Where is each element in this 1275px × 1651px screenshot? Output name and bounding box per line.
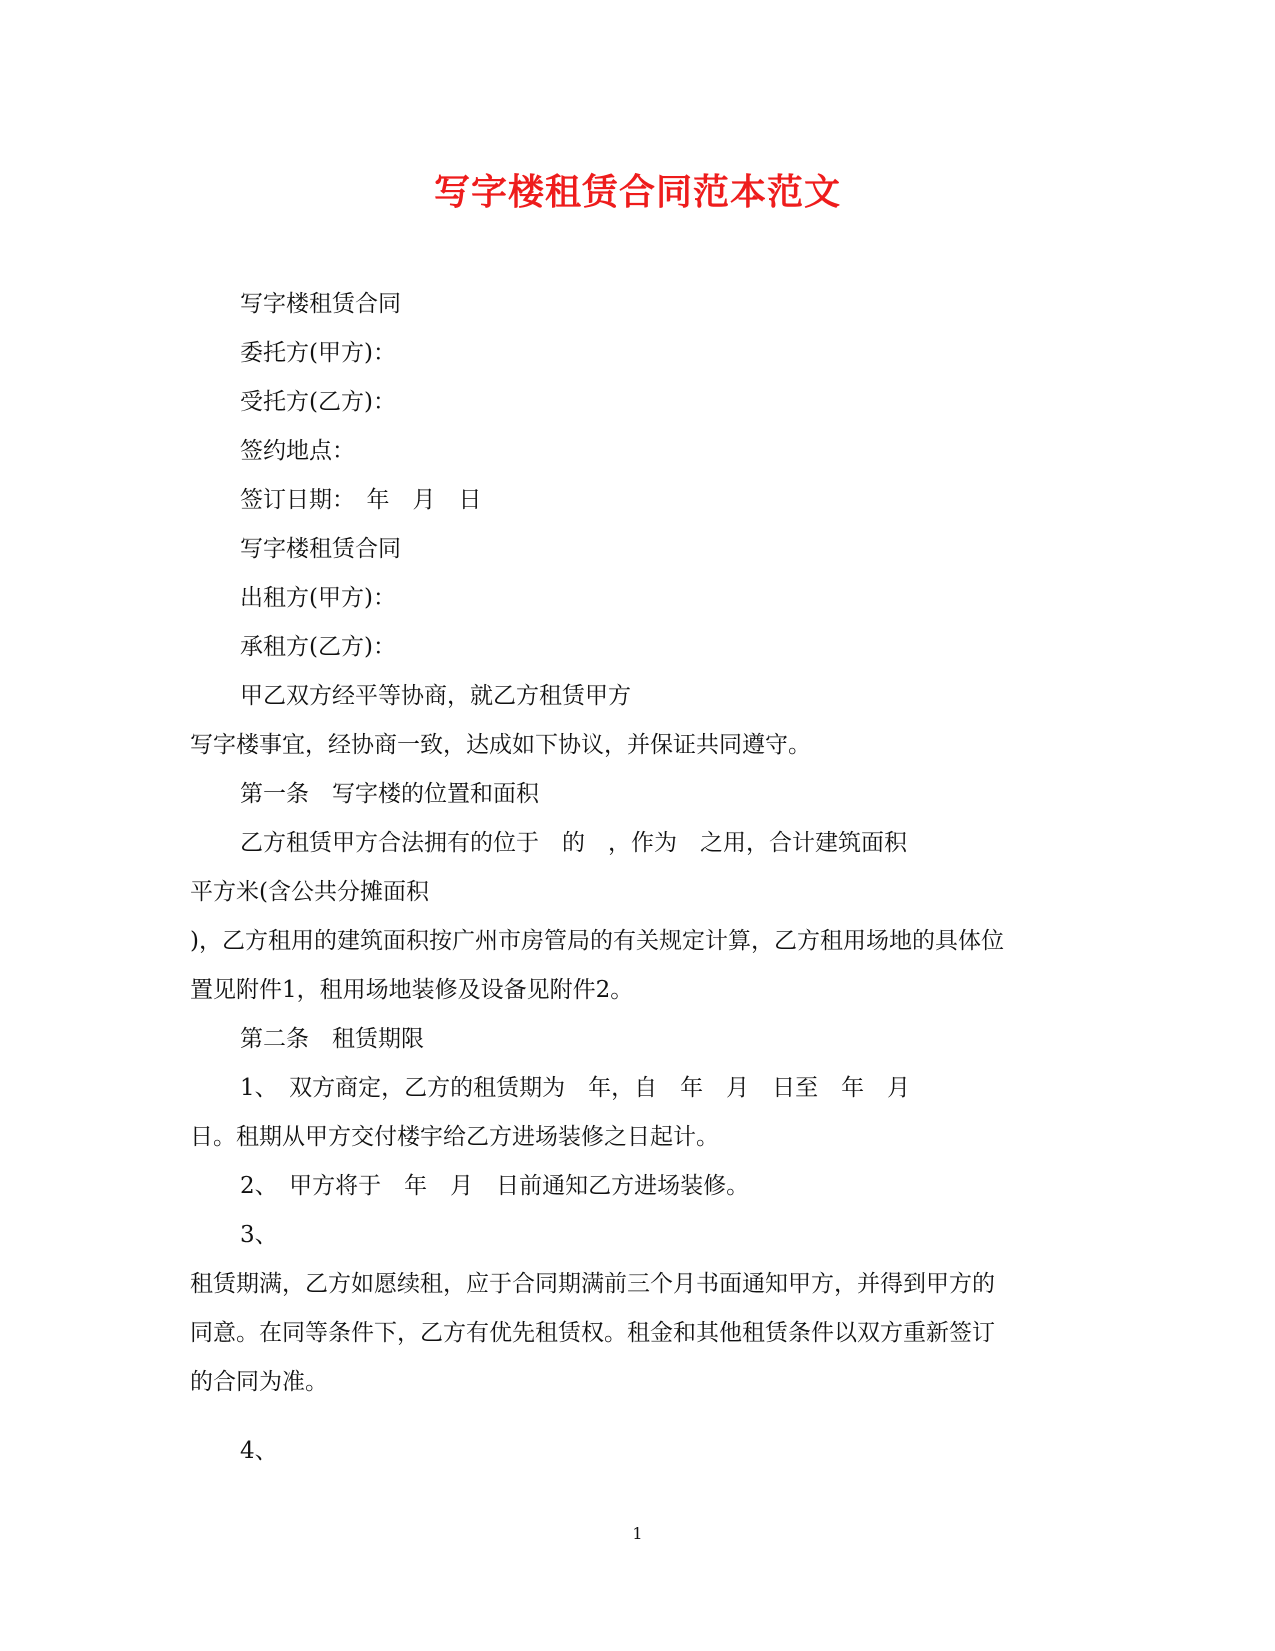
lessee-party-line: 承租方(乙方)：	[240, 634, 396, 660]
article-1-text-1: 乙方租赁甲方合法拥有的位于 的 ，作为 之用，合计建筑面积	[240, 830, 907, 856]
clause-3-line-2: 同意。在同等条件下，乙方有优先租赁权。租金和其他租赁条件以双方重新签订	[190, 1320, 995, 1346]
signing-place-line: 签约地点：	[240, 438, 355, 464]
article-1-heading: 第一条 写字楼的位置和面积	[240, 781, 539, 807]
article-2-heading: 第二条 租赁期限	[240, 1026, 424, 1052]
clause-1-line-2: 日。租期从甲方交付楼宇给乙方进场装修之日起计。	[190, 1124, 719, 1150]
preamble-line-1: 甲乙双方经平等协商，就乙方租赁甲方	[240, 683, 631, 709]
clause-1-line-1: 1、 双方商定，乙方的租赁期为 年，自 年 月 日至 年 月	[240, 1075, 911, 1101]
contract-heading-2: 写字楼租赁合同	[240, 536, 401, 562]
clause-3-line-1: 租赁期满，乙方如愿续租，应于合同期满前三个月书面通知甲方，并得到甲方的	[190, 1271, 995, 1297]
document-title: 写字楼租赁合同范本范文	[433, 171, 841, 213]
document-body	[190, 280, 1090, 1476]
clause-3-number: 3、	[240, 1222, 278, 1248]
paragraph-gap	[190, 1407, 1090, 1427]
agent-party-line: 受托方(乙方)：	[240, 389, 396, 415]
lessor-party-line: 出租方(甲方)：	[240, 585, 396, 611]
clause-4-number: 4、	[240, 1438, 278, 1464]
article-1-text-2: 平方米(含公共分摊面积	[190, 879, 429, 905]
signing-date-line: 签订日期： 年 月 日	[240, 487, 482, 513]
principal-party-line: 委托方(甲方)：	[240, 340, 396, 366]
clause-2-line: 2、 甲方将于 年 月 日前通知乙方进场装修。	[240, 1173, 750, 1199]
article-1-text-4: 置见附件1，租用场地装修及设备见附件2。	[190, 977, 634, 1003]
article-1-text-3: )，乙方租用的建筑面积按广州市房管局的有关规定计算，乙方租用场地的具体位	[190, 928, 1004, 954]
page-number: 1	[632, 1524, 643, 1543]
contract-heading: 写字楼租赁合同	[240, 291, 401, 317]
clause-3-line-3: 的合同为准。	[190, 1369, 328, 1395]
preamble-line-2: 写字楼事宜，经协商一致，达成如下协议，并保证共同遵守。	[190, 732, 811, 758]
